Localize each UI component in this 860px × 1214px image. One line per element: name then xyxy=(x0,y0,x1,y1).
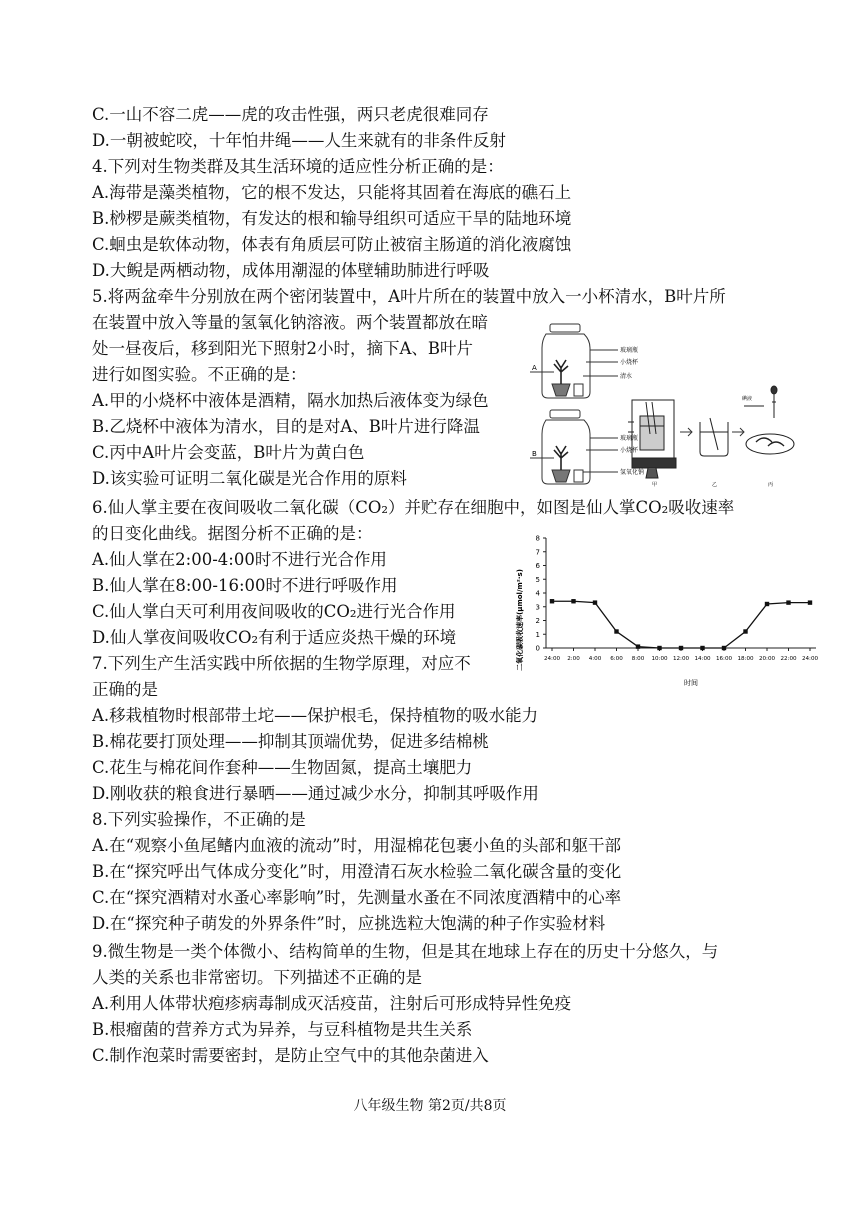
chart-series xyxy=(550,599,812,650)
x-tick-label: 4:00 xyxy=(588,656,602,662)
text-line: C.制作泡菜时需要密封，是防止空气中的其他杂菌进入 xyxy=(92,1046,489,1065)
y-tick-label: 2 xyxy=(535,617,540,625)
text-line: 8.下列实验操作，不正确的是 xyxy=(92,810,306,829)
text-line: D.刚收获的粮食进行暴晒——通过减少水分，抑制其呼吸作用 xyxy=(92,784,539,803)
x-tick-label: 24:00 xyxy=(543,656,561,662)
text-line: A.利用人体带状疱疹病毒制成灭活疫苗，注射后可形成特异性免疫 xyxy=(92,994,572,1013)
y-tick-label: 7 xyxy=(535,548,540,557)
text-line: B.仙人掌在8:00-16:00时不进行呼吸作用 xyxy=(92,576,398,595)
text-line: D.该实验可证明二氧化碳是光合作用的原料 xyxy=(92,469,407,488)
data-point xyxy=(808,600,812,604)
x-tick-label: 6:00 xyxy=(610,656,623,662)
text-line: 的日变化曲线。据图分析不正确的是： xyxy=(92,524,373,543)
y-tick-label: 3 xyxy=(535,603,540,612)
label-jia: 甲 xyxy=(652,482,658,487)
x-tick-label: 14:00 xyxy=(694,656,711,662)
page-footer: 八年级生物 第2页/共8页 xyxy=(353,1098,507,1114)
text-line: 4.下列对生物类群及其生活环境的适应性分析正确的是： xyxy=(92,157,504,176)
label-water: 清水 xyxy=(620,373,633,380)
chart-ticks xyxy=(536,535,819,663)
label-cup-top: 小烧杯 xyxy=(620,359,639,366)
text-line: C.在“探究酒精对水蚤心率影响”时，先测量水蚤在不同浓度酒精中的心率 xyxy=(92,888,622,907)
label-b: B xyxy=(532,450,537,458)
x-tick-label: 8:00 xyxy=(631,656,645,662)
data-point xyxy=(722,646,726,650)
x-tick-label: 12:00 xyxy=(672,656,690,662)
label-yi: 乙 xyxy=(712,482,718,487)
label-a: A xyxy=(532,364,537,372)
text-line: C.花生与棉花间作套种——生物固氮，提高土壤肥力 xyxy=(92,758,473,777)
text-line: 进行如图实验。不正确的是： xyxy=(92,365,307,384)
text-line: C.蛔虫是软体动物，体表有角质层可防止被宿主肠道的消化液腐蚀 xyxy=(92,235,572,254)
text-line: 6.仙人掌主要在夜间吸收二氧化碳（CO₂）并贮存在细胞中，如图是仙人掌CO₂吸收速率 xyxy=(92,498,735,517)
text-line: D.仙人掌夜间吸收CO₂有利于适应炎热干燥的环境 xyxy=(92,628,457,647)
text-line: B.棉花要打顶处理——抑制其顶端优势，促进多结棉桃 xyxy=(92,732,489,751)
text-line: 9.微生物是一类个体微小、结构简单的生物，但是其在地球上存在的历史十分悠久，与 xyxy=(92,942,719,961)
series-line xyxy=(552,601,810,648)
text-line: 处一昼夜后，移到阳光下照射2小时，摘下A、B叶片 xyxy=(92,339,474,358)
x-tick-label: 18:00 xyxy=(737,656,754,662)
text-line: A.甲的小烧杯中液体是酒精，隔水加热后液体变为绿色 xyxy=(92,391,489,410)
y-tick-label: 4 xyxy=(535,589,540,598)
jar-top xyxy=(530,324,618,398)
text-line: D.在“探究种子萌发的外界条件”时，应挑选粒大饱满的种子作实验材料 xyxy=(92,914,606,933)
y-tick-label: 8 xyxy=(535,534,540,543)
label-bottle-bottom: 玻璃瓶 xyxy=(620,435,639,442)
text-line: B.在“探究呼出气体成分变化”时，用澄清石灰水检验二氧化碳含量的变化 xyxy=(92,862,622,881)
arrow-1 xyxy=(680,428,692,436)
x-tick-label: 2:00 xyxy=(567,656,580,662)
chart-ylabel: 二氧化碳吸收速率(μmol/m²·s) xyxy=(516,569,524,671)
data-point xyxy=(636,644,640,648)
text-line: 正确的是 xyxy=(92,680,158,699)
experiment-figure xyxy=(528,322,798,487)
label-bottle-top: 玻璃瓶 xyxy=(620,347,639,354)
text-line: D.一朝被蛇咬，十年怕井绳——人生来就有的非条件反射 xyxy=(92,131,506,150)
x-tick-label: 10:00 xyxy=(651,656,668,662)
text-line: C.一山不容二虎——虎的攻击性强，两只老虎很难同存 xyxy=(92,105,489,124)
arrow-2 xyxy=(732,428,744,436)
x-tick-label: 22:00 xyxy=(780,656,797,662)
data-point xyxy=(700,646,704,650)
x-tick-label: 16:00 xyxy=(715,656,733,662)
data-point xyxy=(679,646,683,650)
text-line: B.桫椤是蕨类植物，有发达的根和输导组织可适应干旱的陆地环境 xyxy=(92,209,572,228)
data-point xyxy=(657,646,661,650)
label-naoh: 氢氧化钠 xyxy=(620,469,645,476)
data-point xyxy=(571,599,575,603)
text-line: 7.下列生产生活实践中所依据的生物学原理，对应不 xyxy=(92,654,471,673)
text-line: 5.将两盆牵牛分别放在两个密闭装置中，A叶片所在的装置中放入一小杯清水，B叶片所 xyxy=(92,287,726,306)
y-tick-label: 0 xyxy=(535,644,540,653)
label-iodine: 碘液 xyxy=(742,396,753,402)
text-line: B.根瘤菌的营养方式为异养，与豆科植物是共生关系 xyxy=(92,1020,473,1039)
text-line: C.丙中A叶片会变蓝，B叶片为黄白色 xyxy=(92,443,365,462)
label-bing: 丙 xyxy=(768,482,774,487)
text-line: D.大鲵是两栖动物，成体用潮湿的体壁辅助肺进行呼吸 xyxy=(92,261,490,280)
chart-xlabel: 时间 xyxy=(684,679,698,687)
x-tick-label: 20:00 xyxy=(758,656,776,662)
jar-bottom xyxy=(530,410,618,484)
x-tick-label: 24:00 xyxy=(801,656,819,662)
data-point xyxy=(765,602,769,606)
data-point xyxy=(786,600,790,604)
y-tick-label: 1 xyxy=(535,630,540,639)
text-line: 在装置中放入等量的氢氧化钠溶液。两个装置都放在暗 xyxy=(92,313,488,332)
y-tick-label: 6 xyxy=(535,562,540,570)
data-point xyxy=(614,629,618,633)
label-cup-bottom: 小烧杯 xyxy=(620,447,639,454)
data-point xyxy=(593,600,597,604)
beaker-yi xyxy=(700,418,728,456)
text-line: A.仙人掌在2:00-4:00时不进行光合作用 xyxy=(92,550,387,569)
data-point xyxy=(550,599,554,603)
co2-rate-chart xyxy=(508,530,826,688)
text-line: A.海带是藻类植物，它的根不发达，只能将其固着在海底的礁石上 xyxy=(92,183,572,202)
y-tick-label: 5 xyxy=(535,575,540,584)
chart-axes xyxy=(546,538,816,648)
text-line: A.在“观察小鱼尾鳍内血液的流动”时，用湿棉花包裹小鱼的头部和躯干部 xyxy=(92,836,622,855)
text-line: C.仙人掌白天可利用夜间吸收的CO₂进行光合作用 xyxy=(92,602,456,621)
text-line: B.乙烧杯中液体为清水，目的是对A、B叶片进行降温 xyxy=(92,417,480,436)
data-point xyxy=(743,629,747,633)
text-line: 人类的关系也非常密切。下列描述不正确的是 xyxy=(92,968,422,987)
text-line: A.移栽植物时根部带土坨——保护根毛，保持植物的吸水能力 xyxy=(92,706,539,725)
